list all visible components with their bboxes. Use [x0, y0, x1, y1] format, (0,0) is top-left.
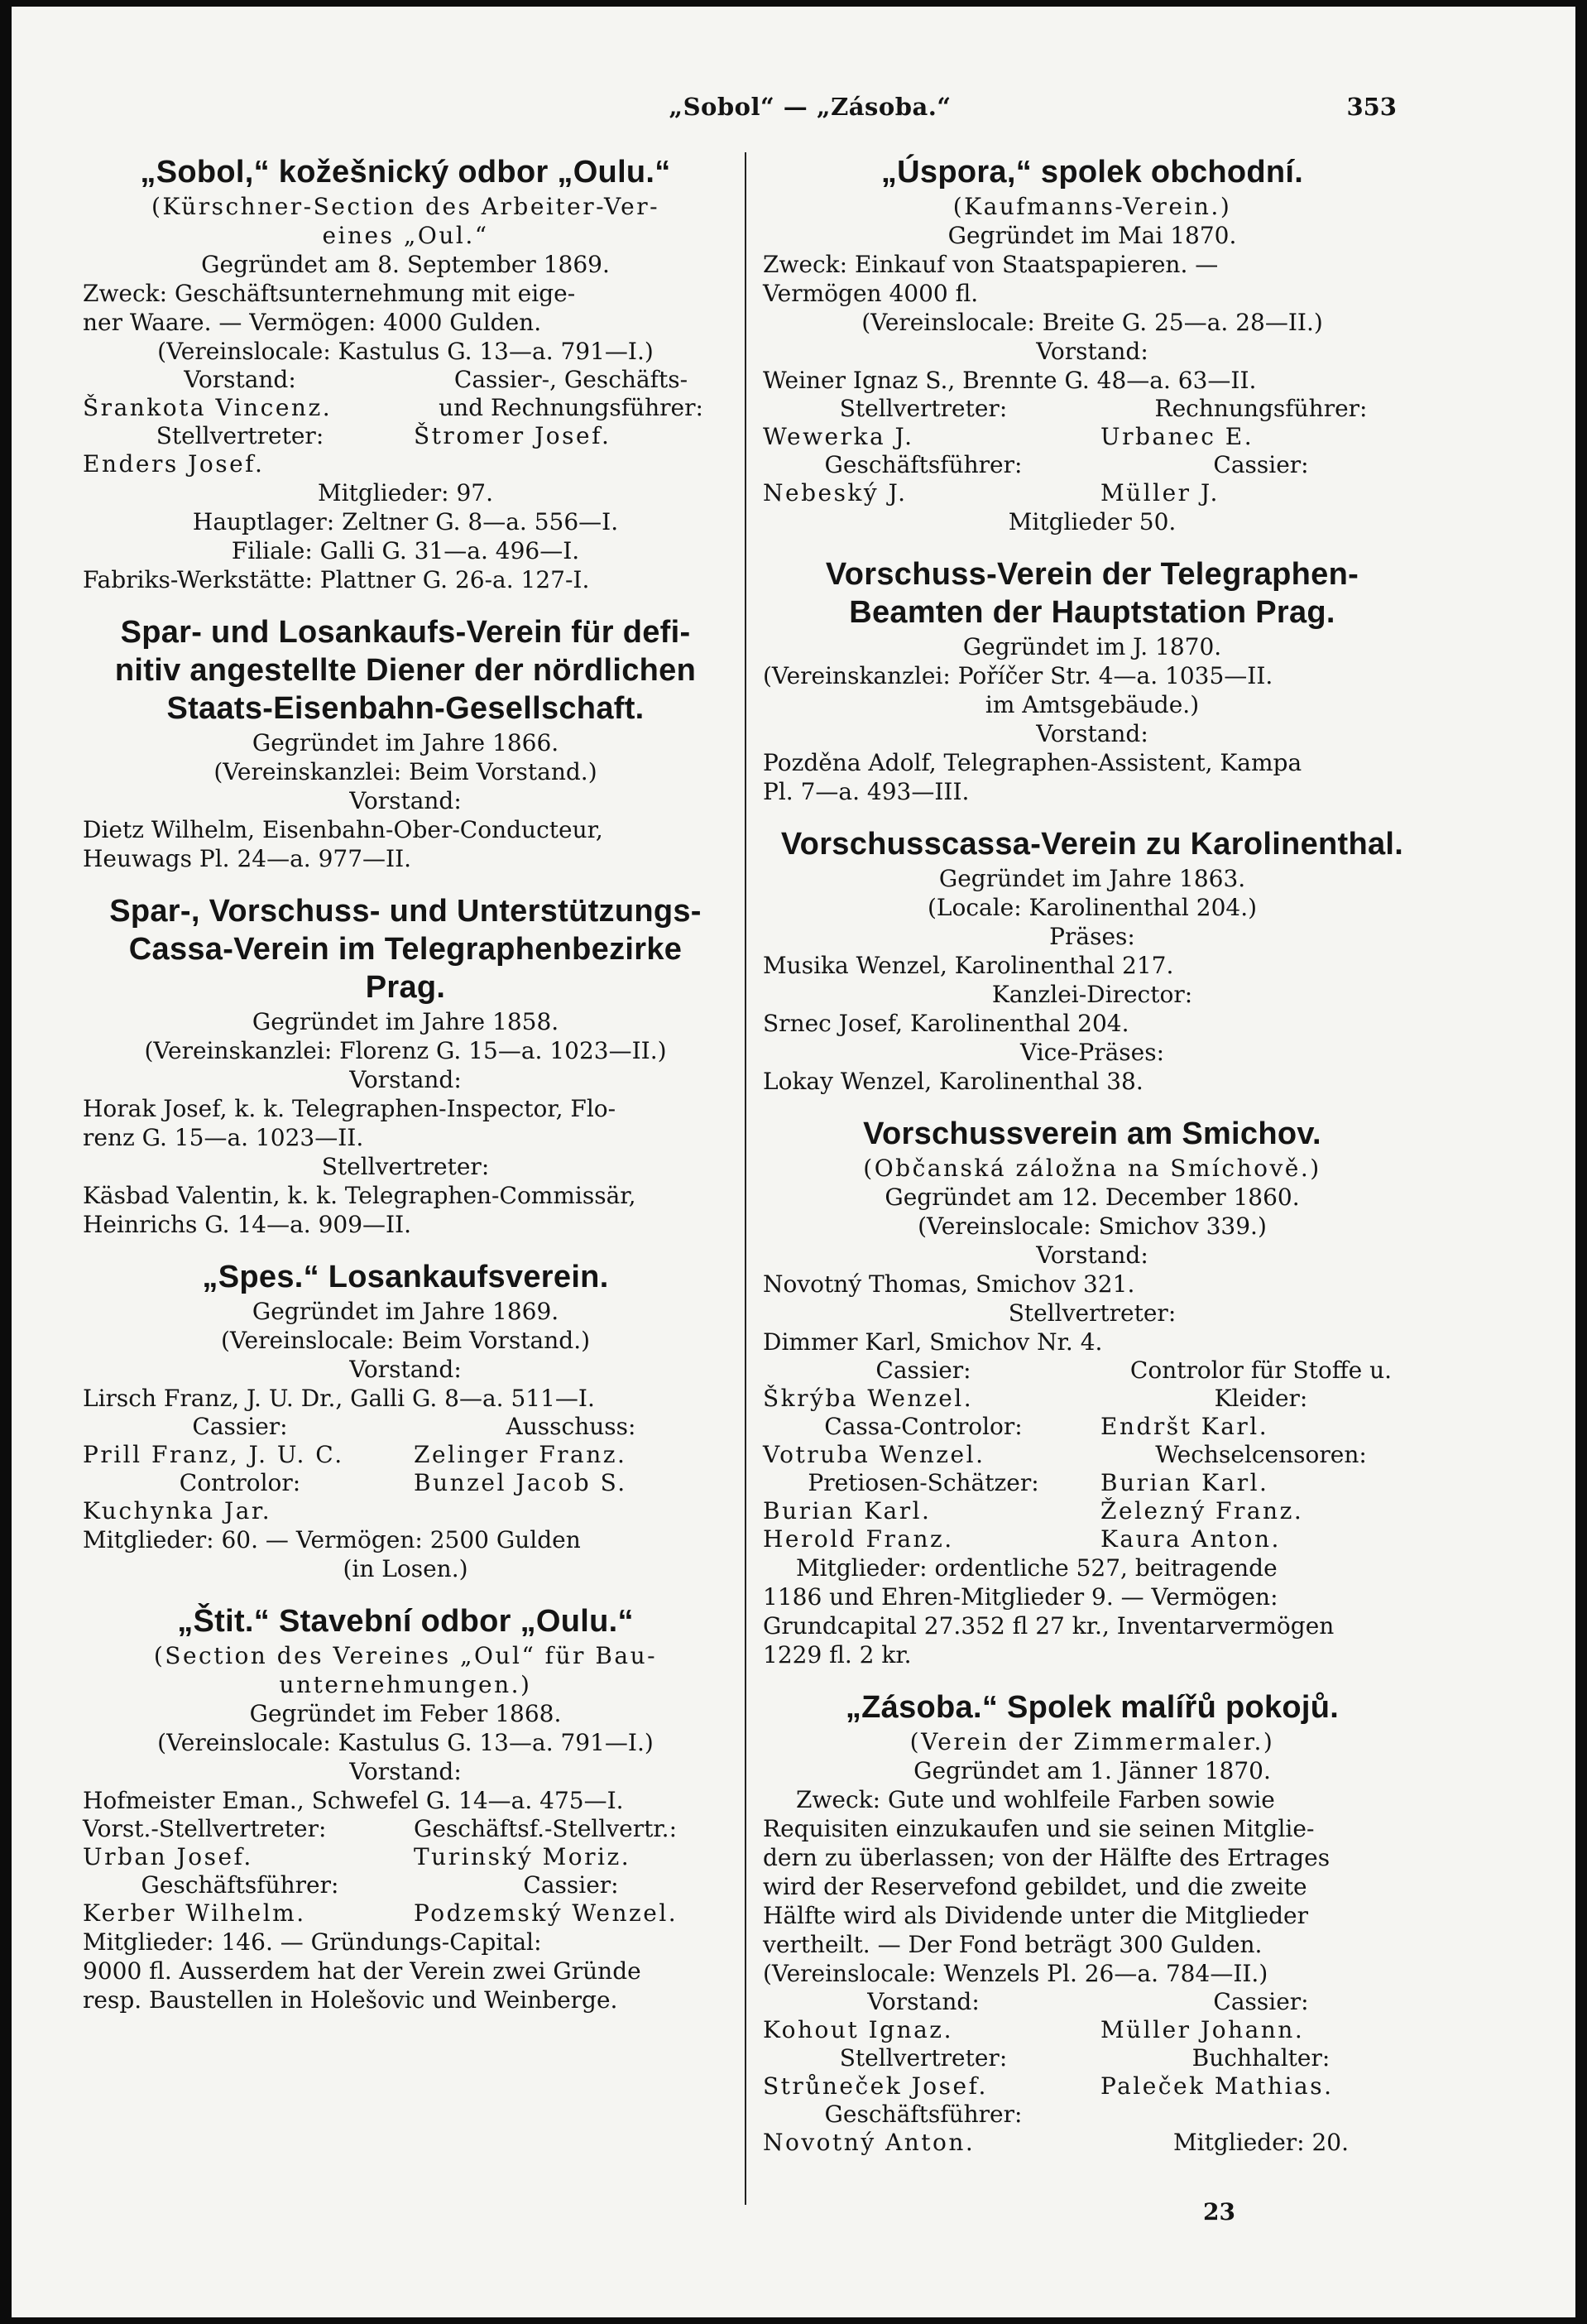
- entry-title: Vorschussverein am Smichov.: [863, 1116, 1321, 1151]
- purpose-line: Hälfte wird als Dividende unter die Mitglieder: [763, 1902, 1308, 1929]
- purpose-line: Vermögen 4000 fl.: [763, 280, 979, 307]
- entry-vorschussverein-smichov: [763, 1116, 1422, 1669]
- officer-role: Vorstand:: [184, 366, 296, 393]
- officers-grid: [763, 1356, 1422, 1553]
- running-title: „Sobol“ — „Zásoba.“: [669, 93, 952, 121]
- entry-title: Vorschusscassa-Verein zu Karolinenthal.: [780, 827, 1404, 862]
- officer-name: Železný Franz.: [1100, 1497, 1304, 1525]
- officer-role: Vorst.-Stellvertreter:: [83, 1815, 327, 1842]
- officer-name: Kuchynka Jar.: [83, 1497, 272, 1525]
- locale-line: (Vereinslocale: Smichov 339.): [918, 1212, 1267, 1240]
- entry-subtitle: (Verein der Zimmermaler.): [909, 1728, 1275, 1755]
- entry-title: Cassa-Verein im Telegraphenbezirke: [128, 932, 683, 967]
- officer-name: Lokay Wenzel, Karolinenthal 38.: [763, 1068, 1144, 1095]
- officer-name: Hofmeister Eman., Schwefel G. 14—a. 475—I.: [83, 1787, 624, 1814]
- purpose-line: Zweck: Einkauf von Staatspapieren. —: [763, 251, 1219, 278]
- locale-line: (Vereinskanzlei: Florenz G. 15—a. 1023—II.): [144, 1037, 667, 1064]
- founded-line: Gegründet im Feber 1868.: [249, 1700, 562, 1727]
- officer-name: Horak Josef, k. k. Telegraphen-Inspector, Flo-: [83, 1095, 616, 1122]
- page-header: [12, 93, 1575, 134]
- founded-line: Gegründet im Jahre 1866.: [252, 729, 559, 756]
- entry-sobol: [83, 154, 728, 594]
- entry-subtitle: unternehmungen.): [279, 1671, 532, 1698]
- officers-grid: [83, 366, 728, 478]
- officer-name: Burian Karl.: [763, 1497, 932, 1525]
- members-line: Grundcapital 27.352 fl 27 kr., Inventarvermögen: [763, 1612, 1335, 1640]
- officer-address: renz G. 15—a. 1023—II.: [83, 1124, 364, 1151]
- entry-subtitle: (Kürschner-Section des Arbeiter-Ver-: [151, 193, 660, 220]
- officer-role: Cassier:: [875, 1356, 971, 1384]
- officer-name: Nebeský J.: [763, 479, 908, 507]
- locale-line: (Vereinslocale: Breite G. 25—a. 28—II.): [861, 309, 1323, 336]
- entry-stit: [83, 1603, 728, 2014]
- entry-spar-losankauf: [83, 614, 728, 873]
- page-number: 353: [1346, 93, 1397, 121]
- locale-line: (Vereinskanzlei: Poříčer Str. 4—a. 1035—II.: [763, 662, 1273, 689]
- officer-role: Stellvertreter:: [1008, 1299, 1177, 1327]
- officer-role: Wechselcensoren:: [1155, 1441, 1367, 1468]
- officer-name: Kaura Anton.: [1100, 1525, 1281, 1553]
- entry-title: „Zásoba.“ Spolek malířů pokojů.: [845, 1690, 1340, 1725]
- officer-name: Müller J.: [1100, 479, 1220, 507]
- entry-uspora: [763, 154, 1422, 536]
- entry-title: Beamten der Hauptstation Prag.: [849, 595, 1335, 630]
- officer-name: Strůneček Josef.: [763, 2072, 988, 2100]
- info-line: Hauptlager: Zeltner G. 8—a. 556—I.: [192, 508, 619, 535]
- officer-role: Geschäftsführer:: [824, 2101, 1023, 2128]
- entry-vorschusscassa-karolinenthal: [763, 826, 1422, 1096]
- locale-line: im Amtsgebäude.): [985, 691, 1200, 718]
- officer-role: Vorstand:: [1036, 1241, 1148, 1269]
- officer-role: Vorstand:: [349, 1758, 462, 1785]
- officer-name: Burian Karl.: [1100, 1469, 1269, 1496]
- officer-name: Enders Josef.: [83, 450, 265, 478]
- members-line: 9000 fl. Ausserdem hat der Verein zwei Gründe: [83, 1957, 641, 1985]
- officer-role: Vorstand:: [1036, 720, 1148, 747]
- purpose-line: wird der Reservefond gebildet, und die zweite: [763, 1873, 1307, 1900]
- purpose-line: Zweck: Gute und wohlfeile Farben sowie: [796, 1786, 1275, 1813]
- officer-role: Vorstand:: [1036, 338, 1148, 365]
- officer-name: Škrýba Wenzel.: [763, 1385, 974, 1412]
- right-column: [763, 154, 1422, 2177]
- entry-subtitle: (Kaufmanns-Verein.): [952, 193, 1232, 220]
- officer-name: Votruba Wenzel.: [763, 1441, 985, 1468]
- officer-role: Stellvertreter:: [156, 422, 324, 449]
- officer-address: Heinrichs G. 14—a. 909—II.: [83, 1211, 412, 1238]
- members-line: Mitglieder: 97.: [317, 479, 494, 507]
- officer-role: Pretiosen-Schätzer:: [808, 1469, 1039, 1496]
- officer-address: Heuwags Pl. 24—a. 977—II.: [83, 845, 412, 872]
- founded-line: Gegründet im Jahre 1858.: [252, 1008, 559, 1035]
- officer-name: Podzemský Wenzel.: [414, 1899, 678, 1927]
- entry-title: Staats-Eisenbahn-Gesellschaft.: [166, 691, 645, 726]
- officer-role: Buchhalter:: [1191, 2044, 1330, 2072]
- entry-title: Prag.: [365, 970, 446, 1005]
- officer-name: Dimmer Karl, Smichov Nr. 4.: [763, 1328, 1103, 1356]
- officer-name: Šrankota Vincenz.: [83, 394, 333, 421]
- officer-role: Vorstand:: [349, 787, 462, 814]
- officer-name: Bunzel Jacob S.: [414, 1469, 627, 1496]
- officer-role: Kanzlei-Director:: [991, 981, 1193, 1008]
- officer-role: Stellvertreter:: [839, 2044, 1008, 2072]
- entry-title: Vorschuss-Verein der Telegraphen-: [825, 557, 1359, 592]
- officer-role: Controlor für Stoffe u.: [1129, 1356, 1393, 1384]
- officer-name: Musika Wenzel, Karolinenthal 217.: [763, 952, 1174, 979]
- officer-name: Urban Josef.: [83, 1843, 253, 1870]
- officer-role: Geschäftsführer:: [824, 451, 1023, 478]
- officer-name: Lirsch Franz, J. U. Dr., Galli G. 8—a. 511—I.: [83, 1385, 595, 1412]
- officer-name: Weiner Ignaz S., Brennte G. 48—a. 63—II.: [763, 367, 1257, 394]
- officer-role: Cassier:: [1213, 1988, 1309, 2015]
- locale-line: (Vereinslocale: Kastulus G. 13—a. 791—I.): [157, 1729, 654, 1756]
- officer-name: Paleček Mathias.: [1100, 2072, 1334, 2100]
- officer-role: Cassier:: [1213, 451, 1309, 478]
- entry-title: „Sobol,“ kožešnický odbor „Oulu.“: [140, 155, 671, 190]
- officer-name: Käsbad Valentin, k. k. Telegraphen-Commissär,: [83, 1182, 636, 1209]
- founded-line: Gegründet im J. 1870.: [962, 633, 1222, 660]
- locale-line: (Vereinslocale: Wenzels Pl. 26—a. 784—II.): [763, 1960, 1268, 1987]
- officer-name: Wewerka J.: [763, 423, 914, 450]
- purpose-line: Zweck: Geschäftsunternehmung mit eige-: [83, 280, 576, 307]
- members-line: 1229 fl. 2 kr.: [763, 1641, 912, 1669]
- purpose-line: vertheilt. — Der Fond beträgt 300 Gulden.: [763, 1931, 1263, 1958]
- column-divider: [745, 152, 746, 2205]
- members-line: Mitglieder 50.: [1008, 508, 1177, 535]
- locale-line: (Vereinskanzlei: Beim Vorstand.): [213, 758, 597, 785]
- entry-title: „Úspora,“ spolek obchodní.: [880, 155, 1304, 190]
- officers-grid: [83, 1815, 728, 1928]
- members-line: (in Losen.): [343, 1555, 468, 1582]
- members-line: 1186 und Ehren-Mitglieder 9. — Vermögen:: [763, 1583, 1278, 1611]
- signature-mark: 23: [1203, 2198, 1235, 2226]
- members-line: Mitglieder: 20.: [1172, 2129, 1350, 2156]
- entry-spes: [83, 1259, 728, 1583]
- officer-name: Pozděna Adolf, Telegraphen-Assistent, Kampa: [763, 749, 1302, 776]
- locale-line: (Vereinslocale: Beim Vorstand.): [220, 1327, 591, 1354]
- founded-line: Gegründet am 1. Jänner 1870.: [913, 1757, 1271, 1784]
- officer-role: Vice-Präses:: [1019, 1039, 1165, 1066]
- founded-line: Gegründet am 8. September 1869.: [201, 251, 610, 278]
- officer-role: Vorstand:: [349, 1356, 462, 1383]
- officer-role: Kleider:: [1214, 1385, 1308, 1412]
- officer-name: Endršt Karl.: [1100, 1413, 1269, 1440]
- officer-role: Geschäftsführer:: [141, 1871, 339, 1899]
- founded-line: Gegründet im Jahre 1863.: [938, 865, 1246, 892]
- officers-grid: [763, 395, 1422, 507]
- info-line: Fabriks-Werkstätte: Plattner G. 26-a. 127-I.: [83, 566, 590, 593]
- officer-role: Ausschuss:: [506, 1413, 636, 1440]
- purpose-line: dern zu überlassen; von der Hälfte des Ertrages: [763, 1844, 1330, 1871]
- info-line: Filiale: Galli G. 31—a. 496—I.: [231, 537, 580, 564]
- officer-address: Pl. 7—a. 493—III.: [763, 778, 970, 805]
- officer-name: Zelinger Franz.: [414, 1441, 627, 1468]
- founded-line: Gegründet im Jahre 1869.: [252, 1298, 559, 1325]
- officer-name: Herold Franz.: [763, 1525, 954, 1553]
- officer-role: Cassier-, Geschäfts-: [453, 366, 688, 393]
- founded-line: Gegründet am 12. December 1860.: [885, 1184, 1300, 1211]
- officer-name: Dietz Wilhelm, Eisenbahn-Ober-Conducteur,: [83, 816, 603, 843]
- officer-name: Novotný Thomas, Smichov 321.: [763, 1270, 1135, 1298]
- officer-name: [414, 1497, 728, 1525]
- officer-role: und Rechnungsführer:: [439, 394, 703, 421]
- officer-role: Rechnungsführer:: [1154, 395, 1368, 422]
- entry-spar-vorschuss: [83, 893, 728, 1239]
- officer-role: Controlor:: [179, 1469, 301, 1496]
- founded-line: Gegründet im Mai 1870.: [947, 222, 1237, 249]
- officer-name: Turinský Moriz.: [414, 1843, 631, 1870]
- locale-line: (Locale: Karolinenthal 204.): [927, 894, 1258, 921]
- entry-subtitle: (Section des Vereines „Oul“ für Bau-: [153, 1642, 658, 1669]
- entry-vorschuss-telegraphen: [763, 556, 1422, 806]
- members-line: Mitglieder: 146. — Gründungs-Capital:: [83, 1928, 542, 1956]
- officer-role: [1100, 2101, 1422, 2129]
- officers-grid: [83, 1413, 728, 1525]
- officer-role: Stellvertreter:: [839, 395, 1008, 422]
- officer-name: Urbanec E.: [1100, 423, 1254, 450]
- officer-role: Cassier:: [192, 1413, 288, 1440]
- left-column: [83, 154, 728, 2034]
- members-line: Mitglieder: ordentliche 527, beitragende: [796, 1554, 1278, 1582]
- entry-title: Spar-, Vorschuss- und Unterstützungs-: [109, 894, 702, 929]
- officers-grid: [763, 1988, 1422, 2157]
- entry-subtitle: (Občanská záložna na Smíchově.): [863, 1155, 1321, 1182]
- officer-name: [414, 450, 728, 478]
- officer-name: Kohout Ignaz.: [763, 2016, 953, 2043]
- officer-name: Novotný Anton.: [763, 2129, 976, 2156]
- page: [12, 7, 1575, 2317]
- officer-name: Štromer Josef.: [414, 422, 611, 449]
- officer-name: Prill Franz, J. U. C.: [83, 1441, 344, 1468]
- entry-title: „Štit.“ Stavební odbor „Oulu.“: [177, 1604, 634, 1639]
- entry-subtitle: eines „Oul.“: [322, 222, 489, 249]
- officer-role: Cassier:: [523, 1871, 619, 1899]
- officer-role: Vorstand:: [867, 1988, 980, 2015]
- purpose-line: ner Waare. — Vermögen: 4000 Gulden.: [83, 309, 542, 336]
- entry-zasoba: [763, 1689, 1422, 2157]
- entry-title: Spar- und Losankaufs-Verein für defi-: [120, 615, 691, 650]
- officer-role: Cassa-Controlor:: [824, 1413, 1023, 1440]
- locale-line: (Vereinslocale: Kastulus G. 13—a. 791—I.): [157, 338, 654, 365]
- purpose-line: Requisiten einzukaufen und sie seinen Mitglie-: [763, 1815, 1315, 1842]
- officer-role: Vorstand:: [349, 1066, 462, 1093]
- members-line: resp. Baustellen in Holešovic und Weinberge.: [83, 1986, 618, 2014]
- members-line: Mitglieder: 60. — Vermögen: 2500 Gulden: [83, 1526, 581, 1553]
- officer-role: Stellvertreter:: [321, 1153, 490, 1180]
- entry-title: „Spes.“ Losankaufsverein.: [202, 1260, 609, 1294]
- officer-role: Präses:: [1049, 923, 1135, 950]
- officer-name: Srnec Josef, Karolinenthal 204.: [763, 1010, 1129, 1037]
- officer-name: Kerber Wilhelm.: [83, 1899, 306, 1927]
- officer-role: Geschäftsf.-Stellvertr.:: [414, 1815, 678, 1842]
- entry-title: nitiv angestellte Diener der nördlichen: [114, 653, 697, 688]
- officer-name: Müller Johann.: [1100, 2016, 1305, 2043]
